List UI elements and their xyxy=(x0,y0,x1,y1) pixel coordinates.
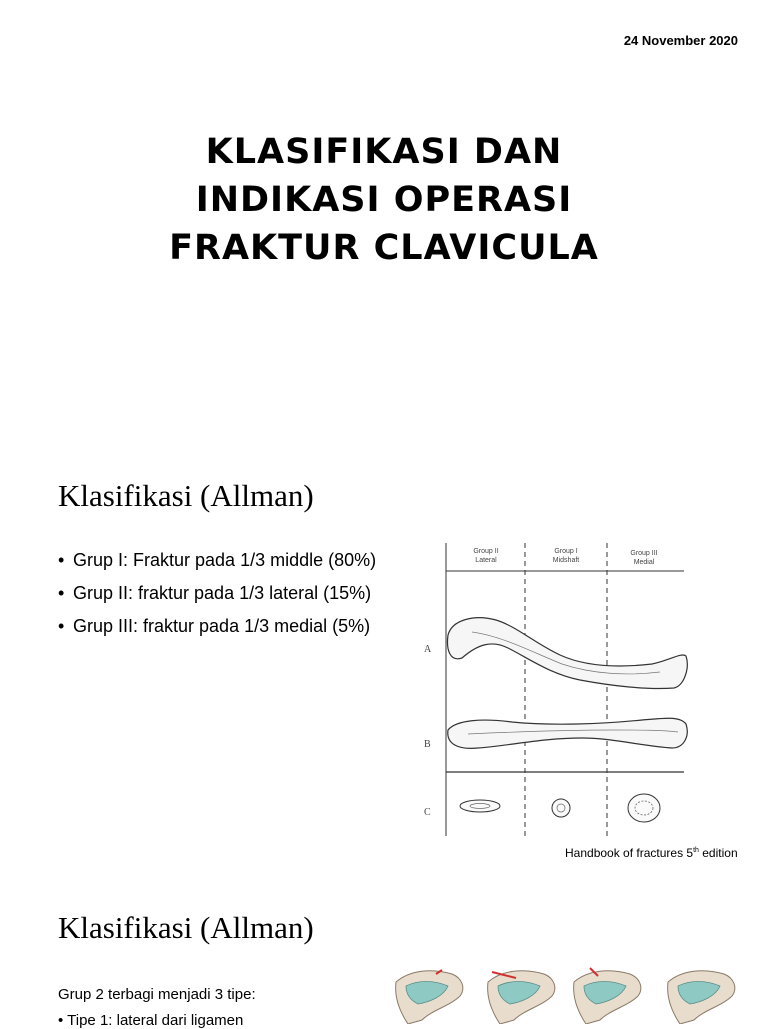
shoulder-illustration-1 xyxy=(396,970,463,1024)
caption-text: Handbook of fractures 5 xyxy=(565,846,694,860)
cross-section-midshaft xyxy=(552,799,570,817)
shoulder-illustrations xyxy=(392,962,738,1024)
section-title: Klasifikasi (Allman) xyxy=(58,910,314,945)
caption-suffix: edition xyxy=(698,846,738,860)
shoulder-illustration-2 xyxy=(488,971,555,1024)
clavicle-superior-view xyxy=(448,618,688,689)
title-line-3: FRAKTUR CLAVICULA xyxy=(169,228,599,268)
column-header: Group II xyxy=(473,548,499,555)
shoulder-illustration-4 xyxy=(668,971,735,1024)
slide-date: 24 November 2020 xyxy=(623,33,738,48)
title-line-2: INDIKASI OPERASI xyxy=(195,180,573,220)
bullet-item: • Grup II: fraktur pada 1/3 lateral (15%) xyxy=(58,581,398,605)
figure-caption xyxy=(565,846,738,860)
column-subheader: Midshaft xyxy=(552,557,580,564)
section-title: Klasifikasi (Allman) xyxy=(58,478,314,513)
slide-title xyxy=(0,128,768,272)
title-line-1: KLASIFIKASI DAN xyxy=(205,132,563,172)
column-header: Group III xyxy=(630,550,658,557)
caption-superscript: th xyxy=(693,847,699,854)
row-label-c: C xyxy=(424,807,431,818)
clavicle-classification-figure xyxy=(412,540,690,840)
row-label-b: B xyxy=(424,739,431,750)
cross-section-medial xyxy=(628,794,660,822)
shoulder-illustration-3 xyxy=(574,968,641,1024)
bullet-item: • Grup III: fraktur pada 1/3 medial (5%) xyxy=(58,614,398,638)
row-label-a: A xyxy=(424,644,432,655)
bullet-item: • Grup I: Fraktur pada 1/3 middle (80%) xyxy=(58,548,398,572)
section-intro: Grup 2 terbagi menjadi 3 tipe: xyxy=(58,986,256,1003)
cross-section-lateral xyxy=(460,800,500,812)
bullet-item: • Tipe 1: lateral dari ligamen xyxy=(58,1012,244,1029)
column-subheader: Medial xyxy=(633,559,655,566)
bullet-list xyxy=(58,548,398,647)
column-subheader: Lateral xyxy=(475,557,497,564)
column-header: Group I xyxy=(554,548,578,555)
